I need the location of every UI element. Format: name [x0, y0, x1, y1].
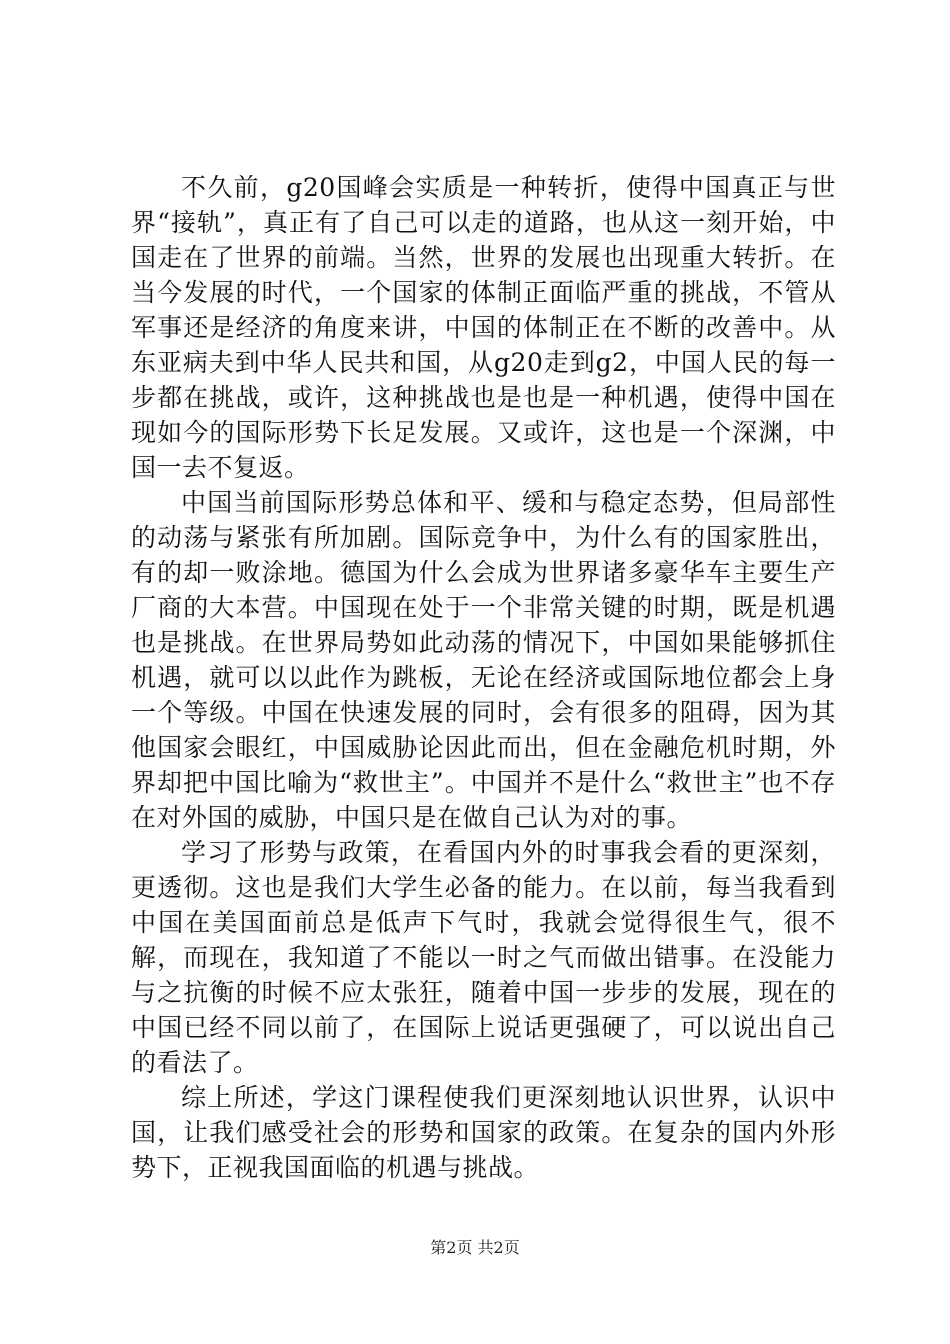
- page-number: 第2页 共2页: [430, 1238, 520, 1257]
- paragraph-1: 不久前，g20国峰会实质是一种转折，使得中国真正与世界“接轨”，真正有了自己可以走的道路，也从这一刻开始，中国走在了世界的前端。当然，世界的发展也出现重大转折。在当今发展的时代，一个国家的体制正面临严重的挑战，不管从军事还是经济的角度来讲，中国的体制正在不断的改善中。从东亚病夫到中华人民共和国，从g20走到g2，中国人民的每一步都在挑战，或许，这种挑战也是也是一种机遇，使得中国在现如今的国际形势下长足发展。又或许，这也是一个深渊，中国一去不复返。: [131, 173, 836, 482]
- paragraph-3: 学习了形势与政策，在看国内外的时事我会看的更深刻，更透彻。这也是我们大学生必备的能力。在以前，每当我看到中国在美国面前总是低声下气时，我就会觉得很生气，很不解，而现在，我知道了不能以一时之气而做出错事。在没能力与之抗衡的时候不应太张狂，随着中国一步步的发展，现在的中国已经不同以前了，在国际上说话更强硬了，可以说出自己的看法了。: [131, 838, 836, 1077]
- page-footer: [0, 1238, 950, 1258]
- paragraph-2: 中国当前国际形势总体和平、缓和与稳定态势，但局部性的动荡与紧张有所加剧。国际竞争中，为什么有的国家胜出，有的却一败涂地。德国为什么会成为世界诸多豪华车主要生产厂商的大本营。中国现在处于一个非常关键的时期，既是机遇也是挑战。在世界局势如此动荡的情况下，中国如果能够抓住机遇，就可以以此作为跳板，无论在经济或国际地位都会上身一个等级。中国在快速发展的同时，会有很多的阻碍，因为其他国家会眼红，中国威胁论因此而出，但在金融危机时期，外界却把中国比喻为“救世主”。中国并不是什么“救世主”也不存在对外国的威胁，中国只是在做自己认为对的事。: [131, 488, 836, 832]
- paragraph-4: 综上所述，学这门课程使我们更深刻地认识世界，认识中国，让我们感受社会的形势和国家的政策。在复杂的国内外形势下，正视我国面临的机遇与挑战。: [131, 1083, 836, 1182]
- document-body: [131, 170, 836, 1185]
